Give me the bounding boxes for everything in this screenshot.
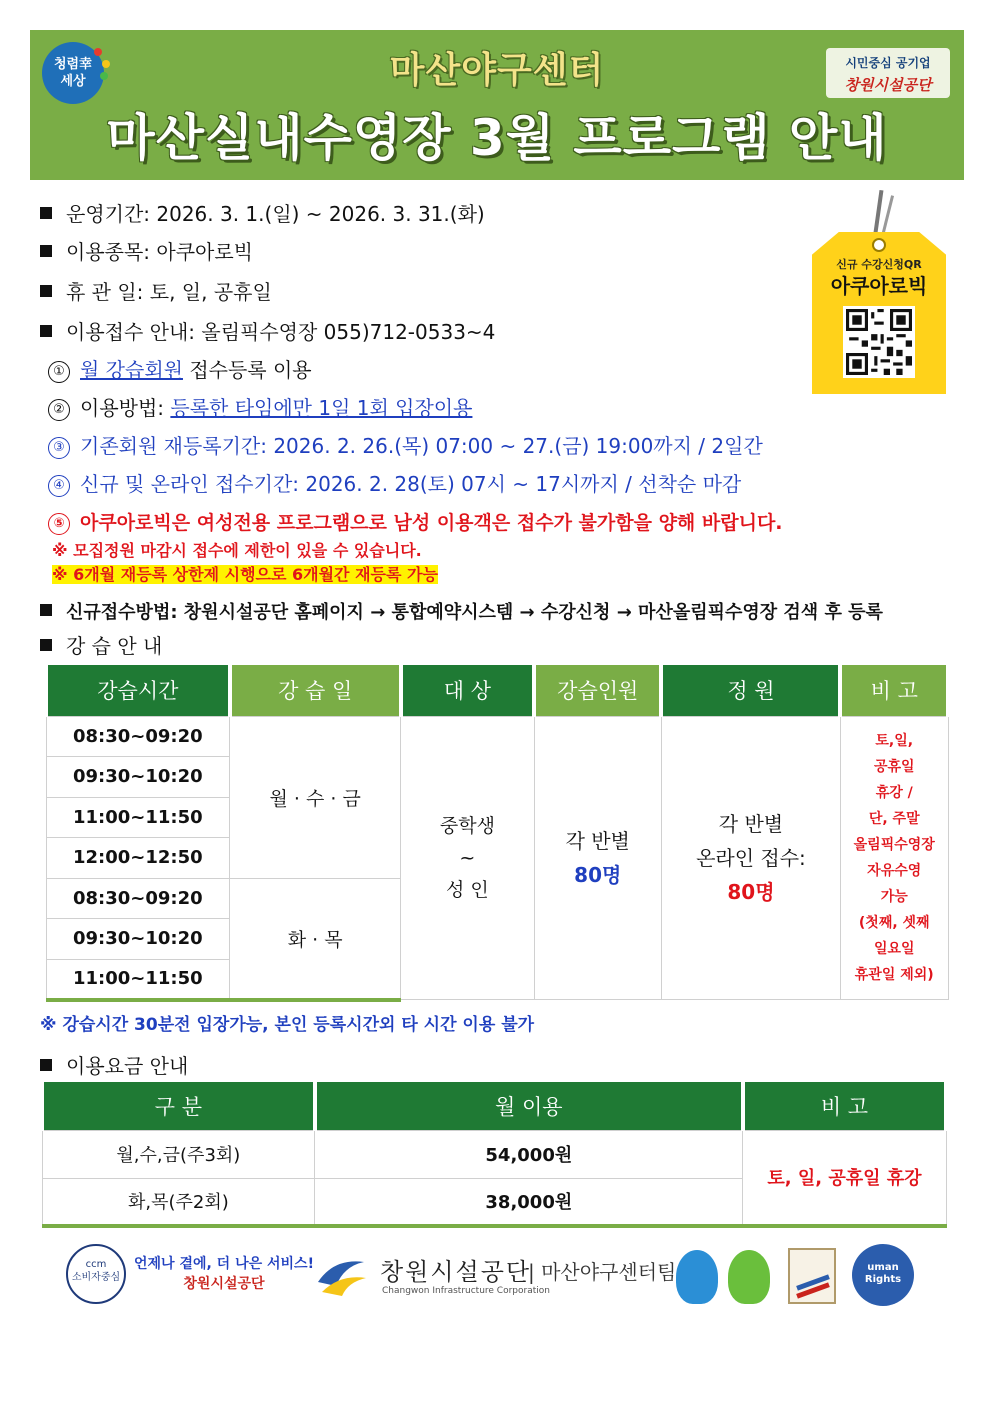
qr-caption: 신규 수강신청QR [836,258,922,271]
quota-cell: 각 반별 온라인 접수: 80명 [661,716,840,1000]
col-header-category: 구 분 [42,1082,315,1130]
col-header-monthly: 월 이용 [315,1082,743,1130]
days-cell-mwf: 월 · 수 · 금 [230,716,401,878]
bullet-square-icon [40,325,52,337]
time-cell: 08:30~09:20 [46,716,230,757]
target-cell: 중학생 ~ 성 인 [401,716,534,1000]
info-contact: 이용접수 안내: 올림픽수영장 055)712-0533~4 [40,316,495,345]
info-item-2: ② 이용방법: 등록한 타임에만 1일 1회 입장이용 [48,392,472,421]
schedule-heading: 강 습 안 내 [40,630,162,659]
corp-logo [826,48,950,98]
fee-table [40,1082,948,1228]
fee-heading: 이용요금 안내 [40,1050,188,1079]
note-quota: ※ 모집정원 마감시 접수에 제한이 있을 수 있습니다. [52,541,422,560]
info-item-4: ④ 신규 및 온라인 접수기간: 2026. 2. 28(토) 07시 ~ 17시까지 / 선착순 마감 [48,468,741,497]
corp-mark-icon [314,1252,370,1300]
info-closed: 휴 관 일: 토, 일, 공휴일 [40,276,272,305]
table-row [46,716,948,757]
class-size-cell: 각 반별 80명 [534,716,661,1000]
certification-icon [788,1248,836,1304]
fee-header-row [42,1082,946,1130]
mascot-blue-icon [676,1250,718,1304]
col-header-fee-remark: 비 고 [743,1082,946,1130]
corp-name: 창원시설공단 [844,76,932,94]
remark-cell: 토,일, 공휴일 휴강 / 단, 주말 올림픽수영장 자유수영 가능 (첫째, 셋째 일요일 휴관일 제외) [840,716,948,1000]
corp-tagline: 시민중심 공기업 [845,56,931,70]
col-header-quota: 정 원 [661,665,840,716]
time-cell: 11:00~11:50 [46,959,230,1000]
col-header-days: 강 습 일 [230,665,401,716]
ccm-logo: ccm 소비자중심 [66,1244,126,1304]
bullet-square-icon [40,604,52,616]
time-cell: 09:30~10:20 [46,757,230,798]
number-2-icon: ② [48,399,70,421]
info-item-5: ⑤ 아쿠아로빅은 여성전용 프로그램으로 남성 이용객은 접수가 불가함을 양해 바랍니다. [48,508,783,535]
info-period: 운영기간: 2026. 3. 1.(일) ~ 2026. 3. 31.(화) [40,198,485,227]
col-header-class-size: 강습인원 [534,665,661,716]
col-header-target: 대 상 [401,665,534,716]
number-4-icon: ④ [48,475,70,497]
footer-team: | 마산야구센터팀 [528,1260,677,1284]
time-cell: 12:00~12:50 [46,838,230,879]
footer-logos [60,1240,940,1310]
footer-org-name: 창원시설공단 [380,1258,532,1286]
schedule-footnote: ※ 강습시간 30분전 입장가능, 본인 등록시간외 타 시간 이용 불가 [40,1015,535,1035]
number-3-icon: ③ [48,437,70,459]
schedule-header-row [46,665,948,716]
footer-slogan: 언제나 곁에, 더 나은 서비스! 창원시설공단 [134,1256,314,1292]
usage-method-link[interactable]: 등록한 타임에만 1일 1회 입장이용 [170,396,473,420]
monthly-member-link[interactable]: 월 강습회원 [80,358,183,382]
fee-remark: 토, 일, 공휴일 휴강 [743,1130,946,1226]
number-1-icon: ① [48,361,70,383]
mascot-green-icon [728,1250,770,1304]
fee-amount: 38,000원 [315,1178,743,1226]
tag-hole-icon [872,238,886,252]
info-item-1: ① 월 강습회원 접수등록 이용 [48,354,312,383]
banner-subtitle: 마산야구센터 [389,50,605,91]
qr-code-icon[interactable] [843,306,915,378]
fee-amount: 54,000원 [315,1130,743,1178]
bullet-square-icon [40,639,52,651]
col-header-time: 강습시간 [46,665,230,716]
info-item-3: ③ 기존회원 재등록기간: 2026. 2. 26.(목) 07:00 ~ 27.(금) 19:00까지 / 2일간 [48,430,763,459]
time-cell: 11:00~11:50 [46,797,230,838]
fee-category: 화,목(주2회) [42,1178,315,1226]
bullet-square-icon [40,245,52,257]
table-row [42,1130,946,1178]
integrity-logo-text: 청렴幸 세상 [53,57,93,89]
bullet-square-icon [40,1059,52,1071]
page-title: 마산실내수영장 3월 프로그램 안내 [106,109,888,167]
bullet-square-icon [40,285,52,297]
info-program: 이용종목: 아쿠아로빅 [40,236,253,265]
info-method: 신규접수방법: 창원시설공단 홈페이지 → 통합예약시스템 → 수강신청 → 마산올림픽수영장 검색 후 등록 [40,598,883,624]
header-banner [30,30,964,180]
note-reregistration: ※ 6개월 재등록 상한제 시행으로 6개월간 재등록 가능 [52,565,438,584]
fee-category: 월,수,금(주3회) [42,1130,315,1178]
qr-label: 아쿠아로빅 [830,274,928,298]
time-cell: 08:30~09:20 [46,878,230,919]
footer-org-en: Changwon Infrastructure Corporation [382,1286,550,1296]
human-rights-logo: uman Rights [852,1244,914,1306]
bullet-square-icon [40,207,52,219]
col-header-remark: 비 고 [840,665,948,716]
time-cell: 09:30~10:20 [46,919,230,960]
schedule-table [44,665,950,1002]
days-cell-tt: 화 · 목 [230,878,401,1000]
number-5-icon: ⑤ [48,513,70,535]
